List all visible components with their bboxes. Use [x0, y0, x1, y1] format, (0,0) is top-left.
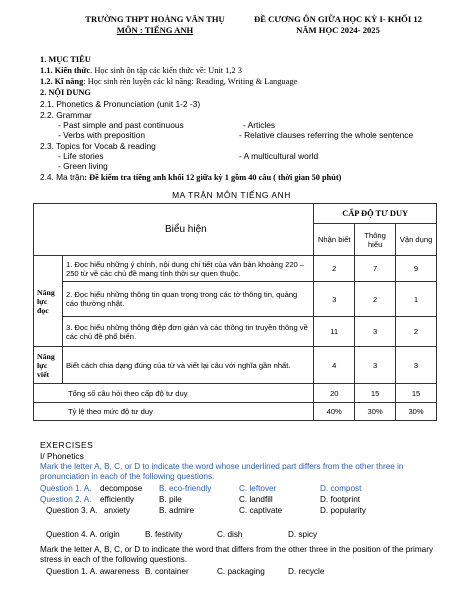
objective-skills — [40, 77, 297, 87]
option-c: C. packaging — [217, 567, 265, 576]
option-b: B. festivity — [145, 530, 183, 539]
option-c-text: C. leftover — [239, 484, 277, 493]
header-nhan-biet: Nhận biết — [314, 224, 355, 256]
matrix-cell: 3 — [355, 347, 396, 384]
option-c: C. captivate — [239, 506, 283, 515]
matrix-cell: 3 — [396, 347, 437, 384]
objective-skills-text: : Học sinh rèn luyện các kĩ năng: Reading, Writing & Language — [83, 77, 298, 86]
matrix-row-text: 3. Đọc hiểu những thông điệp đơn giản và các thông tin truyền thông về các chủ đề phổ biến. — [62, 317, 313, 347]
objective-knowledge-label: 1.1. Kiến thức — [40, 66, 91, 75]
option-b — [159, 484, 211, 494]
ratio-cell: 30% — [355, 403, 396, 421]
group-reading: Năng lực đọc — [34, 256, 63, 347]
school-name: TRƯỜNG THPT HOÀNG VĂN THỤ — [85, 14, 225, 24]
content-topics: 2.3. Topics for Vocab & reading — [40, 141, 156, 151]
matrix-cell: 3 — [314, 282, 355, 317]
header-thong-hieu: Thông hiểu — [355, 224, 396, 256]
grammar-item: - Articles — [243, 120, 276, 130]
header-bieu-hien: Biểu hiện — [34, 204, 314, 256]
header-cap-do: CẤP ĐỘ TƯ DUY — [314, 204, 437, 224]
option-b: B. pile — [159, 495, 182, 504]
option-a: anxiety — [104, 506, 130, 515]
ratio-cell: 40% — [314, 403, 355, 421]
matrix-cell: 2 — [314, 256, 355, 282]
matrix-cell: 9 — [396, 256, 437, 282]
total-cell: 15 — [396, 384, 437, 403]
total-label: Tổng số câu hỏi theo cấp độ tư duy — [34, 384, 314, 403]
grammar-item: - Relative clauses referring the whole sentence — [239, 130, 414, 140]
matrix-cell: 7 — [355, 256, 396, 282]
option-d — [320, 484, 361, 494]
matrix-cell: 3 — [355, 317, 396, 347]
option-c: C. dish — [217, 530, 243, 539]
option-a: efficiently — [100, 495, 134, 504]
content-phonetics: 2.1. Phonetics & Pronunciation (unit 1-2 -3) — [40, 99, 201, 109]
matrix-cell: 2 — [396, 317, 437, 347]
matrix-cell: 4 — [314, 347, 355, 384]
total-cell: 20 — [314, 384, 355, 403]
option-c — [239, 484, 276, 494]
instruction-pronunciation: Mark the letter A, B, C, or D to indicate the word whose underlined part differs from the other three in pronunciation in each of the following questions. — [40, 462, 404, 481]
section-objectives: 1. MỤC TIÊU — [40, 55, 91, 64]
option-d: D. recycle — [288, 567, 325, 576]
group-writing: Năng lực viết — [34, 347, 63, 384]
document-title: ĐỀ CƯƠNG ÔN GIỮA HỌC KỲ I- KHỐI 12 — [254, 14, 422, 24]
objective-skills-label: 1.2. Kĩ năng — [40, 77, 84, 86]
grammar-item: - Past simple and past continuous — [58, 120, 184, 130]
section-content: 2. NỘI DUNG — [40, 88, 91, 97]
exercises-title: EXERCISES — [40, 440, 94, 450]
matrix-cell: 11 — [314, 317, 355, 347]
ratio-cell: 30% — [396, 403, 437, 421]
topic-item: - A multicultural world — [239, 151, 319, 161]
instruction-stress: Mark the letter A, B, C, or D to indicate the word that differs from the other three in the position of the primary stress in each of the following questions. — [40, 545, 434, 564]
question-label: Question 4. A. origin — [46, 530, 120, 539]
option-d: D. popularity — [320, 506, 366, 515]
option-d: D. footprint — [320, 495, 361, 504]
topic-item: - Green living — [58, 161, 108, 171]
header-van-dung: Vận dụng — [396, 224, 437, 256]
question-label: Question 1. A. awareness — [46, 567, 140, 576]
topic-item: - Life stories — [58, 151, 104, 161]
matrix-row-text: 2. Đọc hiểu những thông tin quan trọng trong các tờ thông tin, quảng cáo thường nhật. — [62, 282, 313, 317]
option-b: B. admire — [159, 506, 195, 515]
matrix-row-text: Biết cách chia dạng đúng của từ và viết lại câu với nghĩa gần nhất. — [62, 347, 313, 384]
grammar-item: - Verbs with preposition — [58, 130, 146, 140]
question-label: Question 1. A. — [40, 484, 92, 493]
objective-knowledge — [40, 66, 242, 76]
content-matrix-text: : Đề kiểm tra tiếng anh khối 12 giữa kỳ 1 gồm 40 câu ( thời gian 50 phút) — [84, 173, 342, 182]
question-label: Question 3. A. — [46, 506, 98, 515]
option-b: B. container — [145, 567, 189, 576]
option-a: decompose — [100, 484, 143, 493]
objective-knowledge-text: . Học sinh ôn tập các kiến thức về: Unit 1,2 3 — [90, 66, 242, 75]
total-cell: 15 — [355, 384, 396, 403]
document-header — [243, 14, 433, 36]
option-d: D. spicy — [288, 530, 318, 539]
option-d-text: D. compost — [320, 484, 362, 493]
option-c: C. landfill — [239, 495, 273, 504]
question-label: Question 2. A. — [40, 495, 92, 504]
content-grammar: 2.2. Grammar — [40, 110, 92, 120]
matrix-title: MA TRẬN MÔN TIẾNG ANH — [172, 190, 291, 200]
option-b-text: B. eco-friendly — [159, 484, 212, 493]
matrix-cell: 1 — [396, 282, 437, 317]
exercises-part: I/ Phonetics — [40, 451, 84, 461]
school-year: NĂM HỌC 2024- 2025 — [296, 25, 380, 35]
matrix-cell: 2 — [355, 282, 396, 317]
subject-name: MÔN : TIẾNG ANH — [116, 25, 194, 35]
content-matrix — [40, 172, 341, 183]
school-header — [60, 14, 250, 36]
content-matrix-label: 2.4. Ma trận — [40, 172, 85, 182]
ratio-label: Tỷ lệ theo mức độ tư duy — [34, 403, 314, 421]
matrix-table — [33, 203, 437, 421]
matrix-row-text: 1. Đọc hiểu những ý chính, nội dung chi tiết của văn bản khoảng 220 – 250 từ về các chủ đề mang tính thời sự quen thuộc. — [62, 256, 313, 282]
